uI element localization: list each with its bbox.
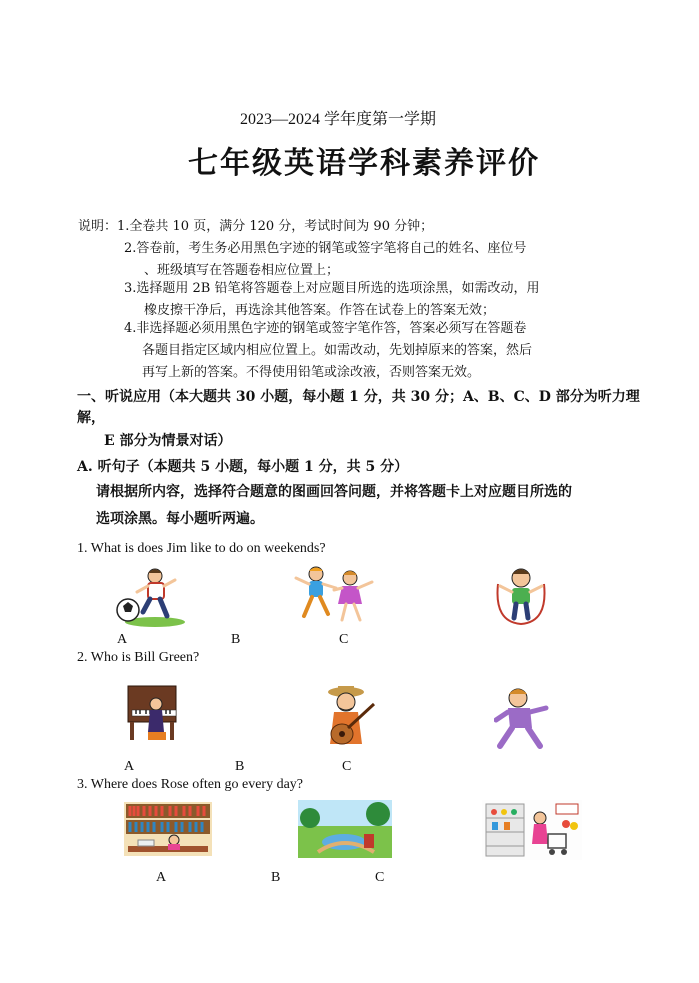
- option-label: A: [117, 632, 128, 647]
- note-line: 各题目指定区域内相应位置上。如需改动，先划掉原来的答案，然后: [142, 343, 533, 358]
- option-label: B: [271, 870, 281, 885]
- question-1-text: 1. What is does Jim like to do on weekends?: [77, 541, 326, 556]
- note-line: 再写上新的答案。不得使用铅笔或涂改液，否则答案无效。: [142, 365, 481, 380]
- note-line: 4.非选择题必须用黑色字迹的钢笔或签字笔作答，答案必须写在答题卷: [124, 321, 527, 336]
- section-heading-cont: 解，: [77, 410, 105, 426]
- term-heading: 2023—2024 学年度第一学期: [240, 111, 437, 128]
- option-label: B: [231, 632, 241, 647]
- option-label: A: [156, 870, 167, 885]
- question-2-text: 2. Who is Bill Green?: [77, 650, 200, 665]
- park-picture: [298, 800, 392, 858]
- part-a-instruction: 请根据所内容，选择符合题意的图画回答问题，并将答题卡上对应题目所选的: [96, 484, 572, 500]
- boy-jumping-rope-picture: [490, 564, 552, 628]
- option-label: A: [124, 759, 135, 774]
- option-label: C: [375, 870, 385, 885]
- note-line: 说明：1.全卷共 10 页，满分 120 分，考试时间为 90 分钟；: [78, 219, 434, 234]
- man-playing-guitar-picture: [322, 684, 380, 750]
- man-playing-piano-picture: [124, 680, 184, 744]
- option-label: C: [342, 759, 352, 774]
- page-title: 七年级英语学科素养评价: [188, 146, 540, 181]
- note-line: 2.答卷前，考生务必用黑色字迹的钢笔或签字笔将自己的姓名、座位号: [124, 241, 527, 256]
- question-3-text: 3. Where does Rose often go every day?: [77, 777, 303, 792]
- supermarket-picture: [482, 800, 582, 860]
- kids-dancing-picture: [288, 564, 380, 626]
- boy-playing-soccer-picture: [115, 566, 187, 628]
- note-line: 橡皮擦干净后，再选涂其他答案。作答在试卷上的答案无效；: [144, 303, 496, 318]
- library-picture: [124, 802, 212, 856]
- option-label: C: [339, 632, 349, 647]
- section-heading-note: E 部分为情景对话）: [104, 433, 232, 449]
- note-line: 、班级填写在答题卷相应位置上；: [144, 263, 340, 278]
- note-line: 3.选择题用 2B 铅笔将答题卷上对应题目所选的选项涂黑，如需改动，用: [124, 281, 540, 296]
- section-heading: 一、听说应用（本大题共 30 小题，每小题 1 分，共 30 分；A、B、C、D 部分为听力理: [77, 389, 640, 405]
- man-doing-kungfu-picture: [494, 686, 550, 750]
- part-a-instruction: 选项涂黑。每小题听两遍。: [96, 511, 264, 527]
- option-label: B: [235, 759, 245, 774]
- part-a-heading: A. 听句子（本题共 5 小题，每小题 1 分，共 5 分）: [77, 459, 409, 475]
